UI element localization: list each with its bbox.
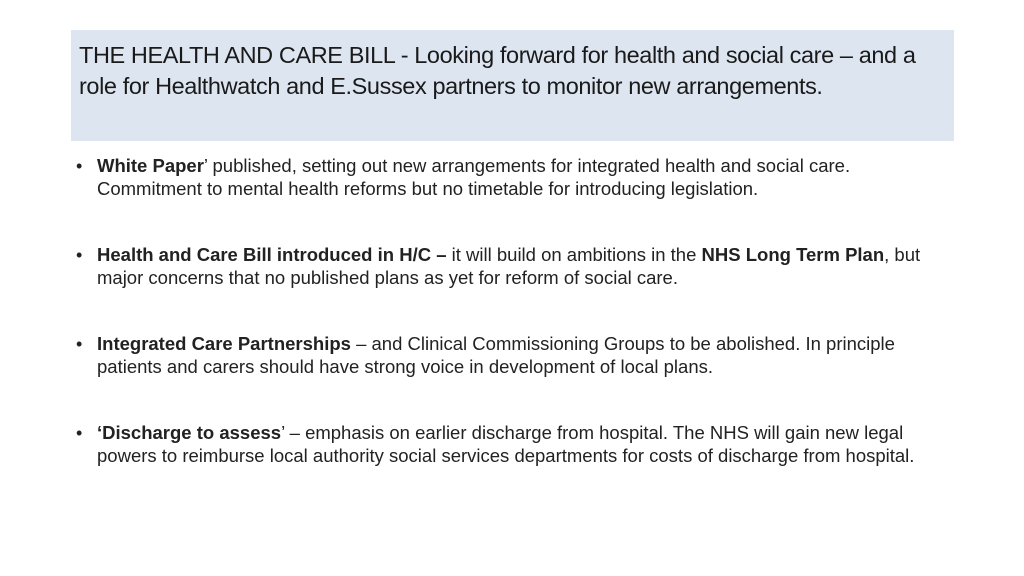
bullet-bold-text: Health and Care Bill introduced in H/C – bbox=[97, 244, 447, 265]
bullet-bold-text: White Paper bbox=[97, 155, 204, 176]
slide-title: THE HEALTH AND CARE BILL - Looking forward for health and social care – and a role for Healthwatch and E.Sussex partners to monitor new arrangements. bbox=[79, 42, 916, 99]
bullet-dot-icon: • bbox=[76, 423, 83, 443]
bullet-dot-icon: • bbox=[76, 156, 83, 176]
bullet-bold-text-2: NHS Long Term Plan bbox=[701, 244, 885, 265]
bullet-bold-text: Integrated Care Partnerships bbox=[97, 333, 351, 354]
bullet-item-health-care-bill bbox=[74, 244, 954, 289]
bullet-text-2: , but major concerns that no published plans as yet for reform of social care. bbox=[97, 244, 921, 288]
bullet-dot-icon: • bbox=[76, 245, 83, 265]
title-banner bbox=[71, 30, 954, 141]
bullet-item-discharge-to-assess bbox=[74, 422, 954, 467]
bullet-text: – and Clinical Commissioning Groups to be abolished. In principle patients and carers should have strong voice in development of local plans. bbox=[97, 333, 895, 377]
bullet-dot-icon: • bbox=[76, 334, 83, 354]
bullet-bold-text: ‘Discharge to assess bbox=[97, 422, 282, 443]
bullet-item-white-paper bbox=[74, 155, 954, 200]
bullet-text: ’ published, setting out new arrangements for integrated health and social care. Commitment to mental health reforms but no timetable for introducing legislation. bbox=[97, 155, 851, 199]
bullet-item-integrated-care bbox=[74, 333, 954, 378]
bullet-text: it will build on ambitions in the bbox=[446, 244, 702, 265]
bullet-text: ’ – emphasis on earlier discharge from hospital. The NHS will gain new legal powers to reimburse local authority social services departments for costs of discharge from hospital. bbox=[97, 422, 915, 466]
